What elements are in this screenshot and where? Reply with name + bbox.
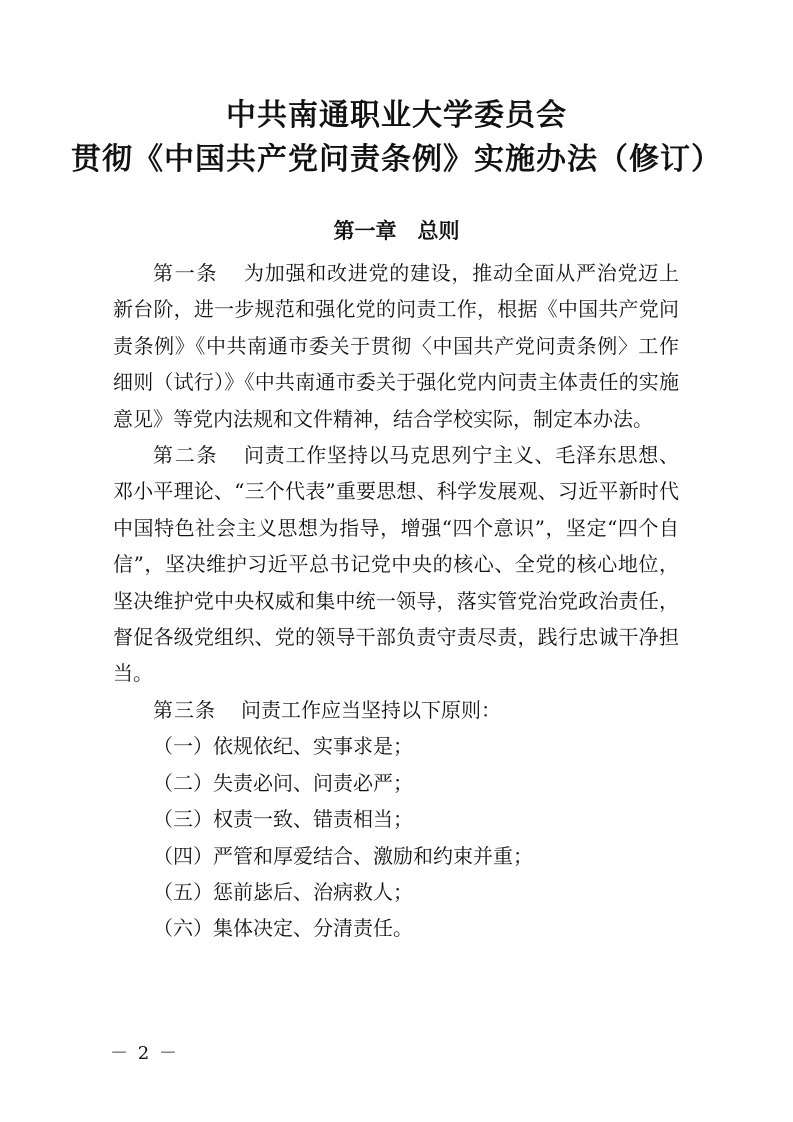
principle-item: （一）依规依纪、实事求是； <box>153 734 413 759</box>
title-line-2: 贯彻《中国共产党问责条例》实施办法（修订） <box>71 142 722 177</box>
document-title <box>0 94 793 182</box>
title-line-1: 中共南通职业大学委员会 <box>226 98 567 133</box>
article-text: 问责工作应当坚持以下原则： <box>241 697 501 722</box>
article-text: 问责工作坚持以马克思列宁主义、毛泽东思想、邓小平理论、“三个代表”重要思想、科学发展观、习近平新时代中国特色社会主义思想为指导，增强“四个意识”，坚定“四个自信”，坚决维护习近平总书记党中央的核心、全党的核心地位，坚决维护党中央权威和集中统一领导，落实管党治党政治责任，督促各级党组织、党的领导干部负责守责尽责，践行忠诚干净担当。 <box>113 443 679 686</box>
article-label: 第一条 <box>153 261 219 285</box>
document-body <box>113 255 679 947</box>
article-label: 第二条 <box>153 443 219 468</box>
article-1 <box>113 255 679 437</box>
principle-item: （二）失责必问、问责必严； <box>153 770 413 795</box>
principle-item: （五）惩前毖后、治病救人； <box>153 879 413 904</box>
principle-item: （三）权责一致、错责相当； <box>153 807 413 832</box>
chapter-heading: 第一章 总则 <box>333 219 460 243</box>
article-2 <box>113 437 679 692</box>
principle-item: （六）集体决定、分清责任。 <box>153 916 413 941</box>
page-number: － 2 － <box>110 1043 179 1064</box>
principle-item: （四）严管和厚爱结合、激励和约束并重； <box>153 843 533 868</box>
article-3 <box>113 692 679 728</box>
article-label: 第三条 <box>153 697 216 722</box>
article-text: 为加强和改进党的建设，推动全面从严治党迈上新台阶，进一步规范和强化党的问责工作，根据《中国共产党问责条例》《中共南通市委关于贯彻〈中国共产党问责条例〉工作细则（试行）》《中共南通市委关于强化党内问责主体责任的实施意见》等党内法规和文件精神，结合学校实际，制定本办法。 <box>113 261 679 431</box>
